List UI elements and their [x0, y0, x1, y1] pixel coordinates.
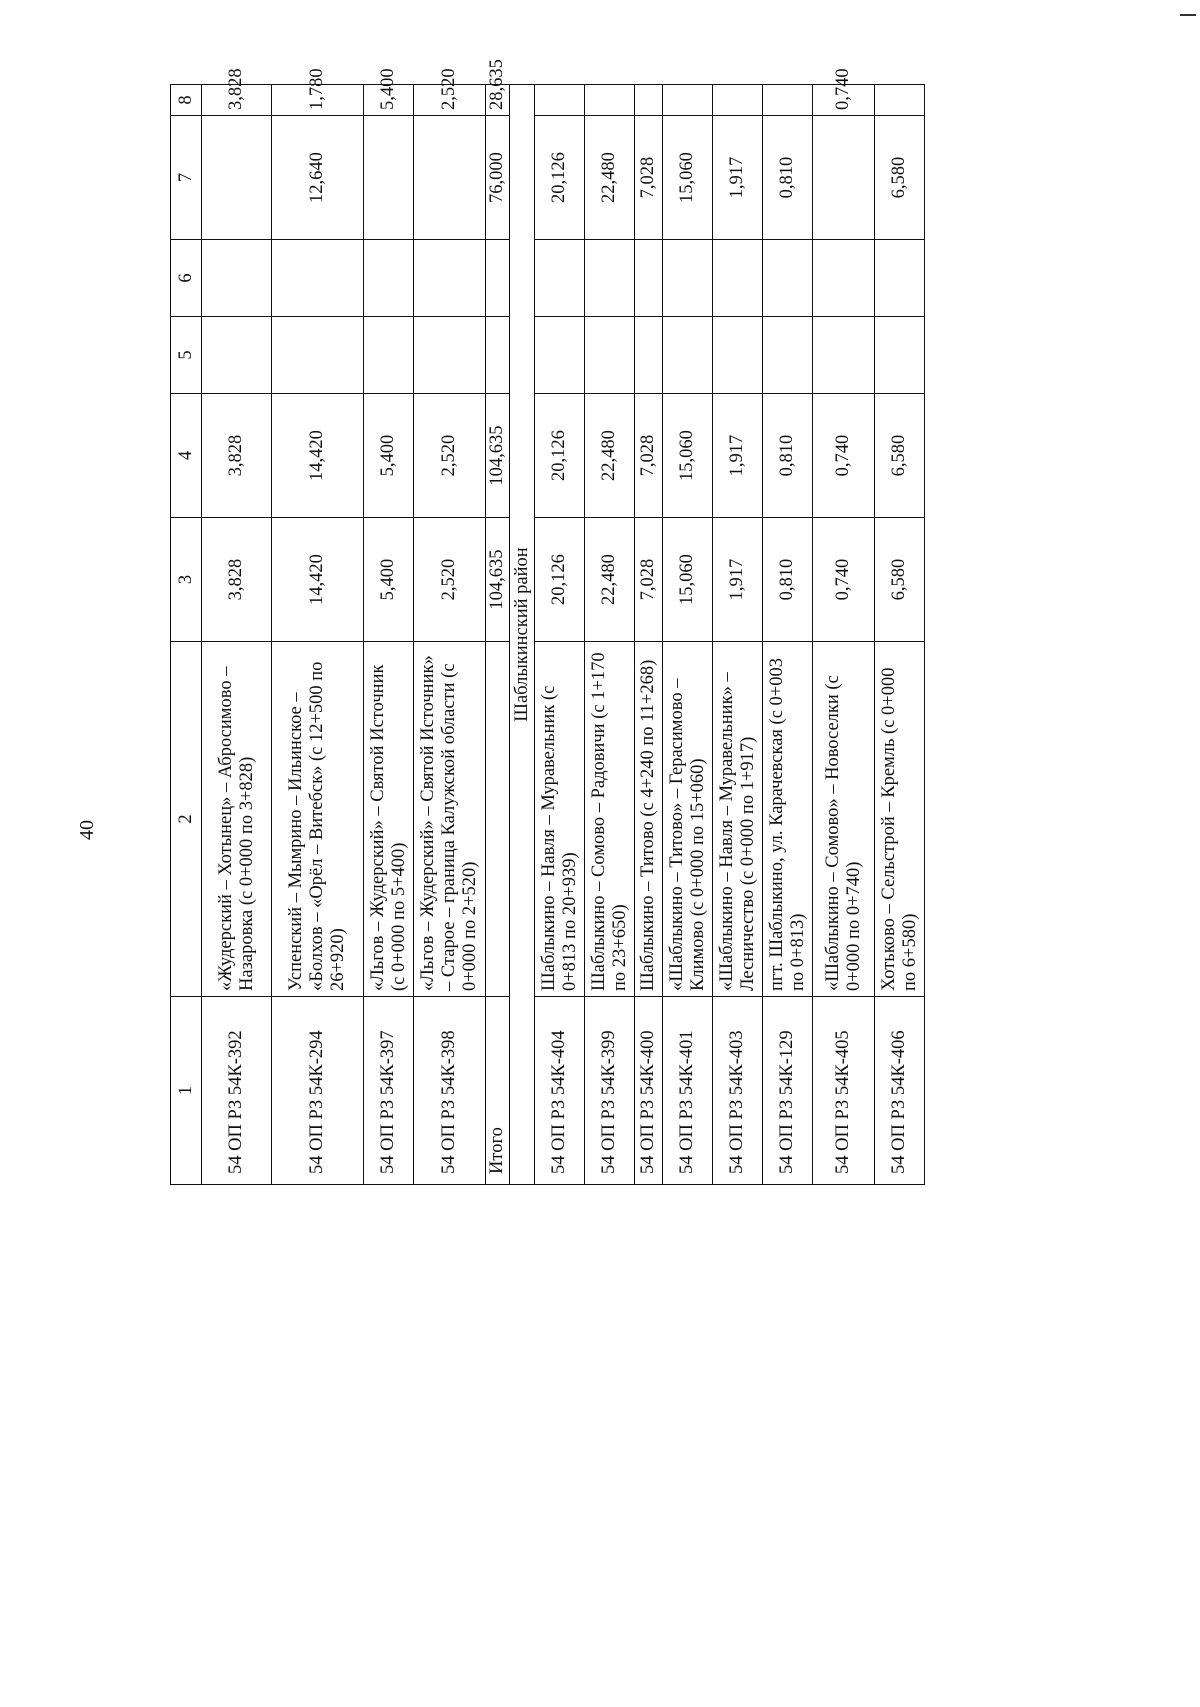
- value-cell-c4: 22,480: [585, 394, 635, 518]
- road-name: «Льгов – Жудерский» – Святой Источник (с 0+000 по 5+400): [364, 642, 414, 997]
- value-cell-c5: [763, 317, 813, 394]
- road-code: 54 ОП РЗ 54К-294: [272, 997, 364, 1185]
- value-cell-c4: 0,810: [763, 394, 813, 518]
- value-cell-c4: 14,420: [272, 394, 364, 518]
- section-row: [510, 85, 535, 1185]
- road-code: 54 ОП РЗ 54К-398: [414, 997, 486, 1185]
- value-cell-c6: [813, 240, 875, 317]
- value-cell-c6: [585, 240, 635, 317]
- header-cell: 6: [171, 240, 202, 317]
- value-cell-c4: 20,126: [535, 394, 585, 518]
- table-row: [635, 85, 663, 1185]
- value-cell-c5: [535, 317, 585, 394]
- value-cell-c6: [875, 240, 925, 317]
- value-cell-c8: [663, 85, 713, 116]
- header-cell: 8: [171, 85, 202, 116]
- value-cell-c8: 1,780: [272, 85, 364, 116]
- value-cell-c5: [202, 317, 272, 394]
- value-cell-c6: [663, 240, 713, 317]
- value-cell-c7: 20,126: [535, 116, 585, 240]
- value-cell-c7: 0,810: [763, 116, 813, 240]
- value-cell-c7: [202, 116, 272, 240]
- road-code: 54 ОП РЗ 54К-129: [763, 997, 813, 1185]
- total-c6: [486, 240, 510, 317]
- table-row: [202, 85, 272, 1185]
- value-cell-c6: [414, 240, 486, 317]
- road-name: «Льгов – Жудерский» – Святой Источник» – Старое – граница Калужской области (с 0+000 по 2+520): [414, 642, 486, 997]
- value-cell-c6: [364, 240, 414, 317]
- value-cell-c8: 0,740: [813, 85, 875, 116]
- value-cell-c7: 22,480: [585, 116, 635, 240]
- value-cell-c8: 2,520: [414, 85, 486, 116]
- road-code: 54 ОП РЗ 54К-401: [663, 997, 713, 1185]
- value-cell-c6: [713, 240, 763, 317]
- road-code: 54 ОП РЗ 54К-403: [713, 997, 763, 1185]
- value-cell-c7: 6,580: [875, 116, 925, 240]
- value-cell-c8: [535, 85, 585, 116]
- value-cell-c3: 14,420: [272, 518, 364, 642]
- header-cell: 4: [171, 394, 202, 518]
- road-name: пгт. Шаблыкино, ул. Карачевская (с 0+003 по 0+813): [763, 642, 813, 997]
- value-cell-c4: 7,028: [635, 394, 663, 518]
- road-code: 54 ОП РЗ 54К-405: [813, 997, 875, 1185]
- table-row: [414, 85, 486, 1185]
- total-row: [486, 85, 510, 1185]
- table-row: [663, 85, 713, 1185]
- table-row: [813, 85, 875, 1185]
- total-c4: 104,635: [486, 394, 510, 518]
- road-name: Шаблыкино – Сомово – Радовичи (с 1+170 по 23+650): [585, 642, 635, 997]
- value-cell-c4: 5,400: [364, 394, 414, 518]
- value-cell-c8: 3,828: [202, 85, 272, 116]
- header-cell: 3: [171, 518, 202, 642]
- value-cell-c7: [813, 116, 875, 240]
- road-name: «Жудерский – Хотынец» – Абросимово – Назаровка (с 0+000 по 3+828): [202, 642, 272, 997]
- value-cell-c7: 15,060: [663, 116, 713, 240]
- header-row: [171, 85, 202, 1185]
- table-row: [585, 85, 635, 1185]
- value-cell-c7: [414, 116, 486, 240]
- value-cell-c3: 7,028: [635, 518, 663, 642]
- value-cell-c7: 7,028: [635, 116, 663, 240]
- value-cell-c4: 3,828: [202, 394, 272, 518]
- roads-table: [170, 59, 925, 1185]
- table-row: [364, 85, 414, 1185]
- road-name: Хотьково – Сельстрой – Кремль (с 0+000 по 6+580): [875, 642, 925, 997]
- value-cell-c6: [763, 240, 813, 317]
- table-row: [875, 85, 925, 1185]
- value-cell-c8: [635, 85, 663, 116]
- value-cell-c4: 6,580: [875, 394, 925, 518]
- value-cell-c3: 5,400: [364, 518, 414, 642]
- total-c3: 104,635: [486, 518, 510, 642]
- table-body: [171, 59, 925, 1185]
- value-cell-c3: 3,828: [202, 518, 272, 642]
- table-row: [272, 85, 364, 1185]
- value-cell-c6: [202, 240, 272, 317]
- value-cell-c8: [875, 85, 925, 116]
- value-cell-c3: 1,917: [713, 518, 763, 642]
- road-name: Успенский – Мымрино – Ильинское – «Болхов – «Орёл – Витебск» (с 12+500 по 26+920): [272, 642, 364, 997]
- value-cell-c6: [535, 240, 585, 317]
- value-cell-c7: 12,640: [272, 116, 364, 240]
- page-number: 40: [76, 820, 98, 840]
- road-name: «Шаблыкино – Сомово» – Новоселки (с 0+000 по 0+740): [813, 642, 875, 997]
- value-cell-c6: [272, 240, 364, 317]
- value-cell-c8: [763, 85, 813, 116]
- value-cell-c3: 22,480: [585, 518, 635, 642]
- road-name: «Шаблыкино – Навля – Муравельник» – Лесничество (с 0+000 по 1+917): [713, 642, 763, 997]
- value-cell-c5: [875, 317, 925, 394]
- value-cell-c4: 1,917: [713, 394, 763, 518]
- total-empty: [486, 642, 510, 997]
- value-cell-c3: 20,126: [535, 518, 585, 642]
- value-cell-c5: [813, 317, 875, 394]
- road-code: 54 ОП РЗ 54К-397: [364, 997, 414, 1185]
- header-cell: 5: [171, 317, 202, 394]
- road-code: 54 ОП РЗ 54К-404: [535, 997, 585, 1185]
- header-cell: 2: [171, 642, 202, 997]
- value-cell-c7: [364, 116, 414, 240]
- section-title: Шаблыкинский район: [510, 85, 535, 1185]
- value-cell-c4: 0,740: [813, 394, 875, 518]
- value-cell-c3: 0,740: [813, 518, 875, 642]
- value-cell-c8: 5,400: [364, 85, 414, 116]
- value-cell-c3: 2,520: [414, 518, 486, 642]
- total-c7: 76,000: [486, 116, 510, 240]
- value-cell-c4: 15,060: [663, 394, 713, 518]
- value-cell-c3: 15,060: [663, 518, 713, 642]
- value-cell-c5: [414, 317, 486, 394]
- road-name: Шаблыкино – Навля – Муравельник (с 0+813 по 20+939): [535, 642, 585, 997]
- value-cell-c5: [663, 317, 713, 394]
- value-cell-c8: [585, 85, 635, 116]
- value-cell-c5: [635, 317, 663, 394]
- value-cell-c4: 2,520: [414, 394, 486, 518]
- header-cell: 7: [171, 116, 202, 240]
- road-code: 54 ОП РЗ 54К-392: [202, 997, 272, 1185]
- value-cell-c3: 6,580: [875, 518, 925, 642]
- header-cell: 1: [171, 997, 202, 1185]
- table-row: [763, 85, 813, 1185]
- value-cell-c8: [713, 85, 763, 116]
- edge-mark: [1180, 14, 1196, 16]
- value-cell-c6: [635, 240, 663, 317]
- table-row: [713, 85, 763, 1185]
- value-cell-c5: [272, 317, 364, 394]
- value-cell-c3: 0,810: [763, 518, 813, 642]
- total-label: Итого: [486, 997, 510, 1185]
- rotated-table-container: [170, 59, 1065, 1185]
- value-cell-c7: 1,917: [713, 116, 763, 240]
- total-c5: [486, 317, 510, 394]
- road-name: Шаблыкино – Титово (с 4+240 по 11+268): [635, 642, 663, 997]
- value-cell-c5: [364, 317, 414, 394]
- table-row: [535, 85, 585, 1185]
- value-cell-c5: [585, 317, 635, 394]
- road-code: 54 ОП РЗ 54К-399: [585, 997, 635, 1185]
- road-name: «Шаблыкино – Титово» – Герасимово – Климово (с 0+000 по 15+060): [663, 642, 713, 997]
- road-code: 54 ОП РЗ 54К-400: [635, 997, 663, 1185]
- value-cell-c5: [713, 317, 763, 394]
- road-code: 54 ОП РЗ 54К-406: [875, 997, 925, 1185]
- total-c8: 28,635: [486, 85, 510, 116]
